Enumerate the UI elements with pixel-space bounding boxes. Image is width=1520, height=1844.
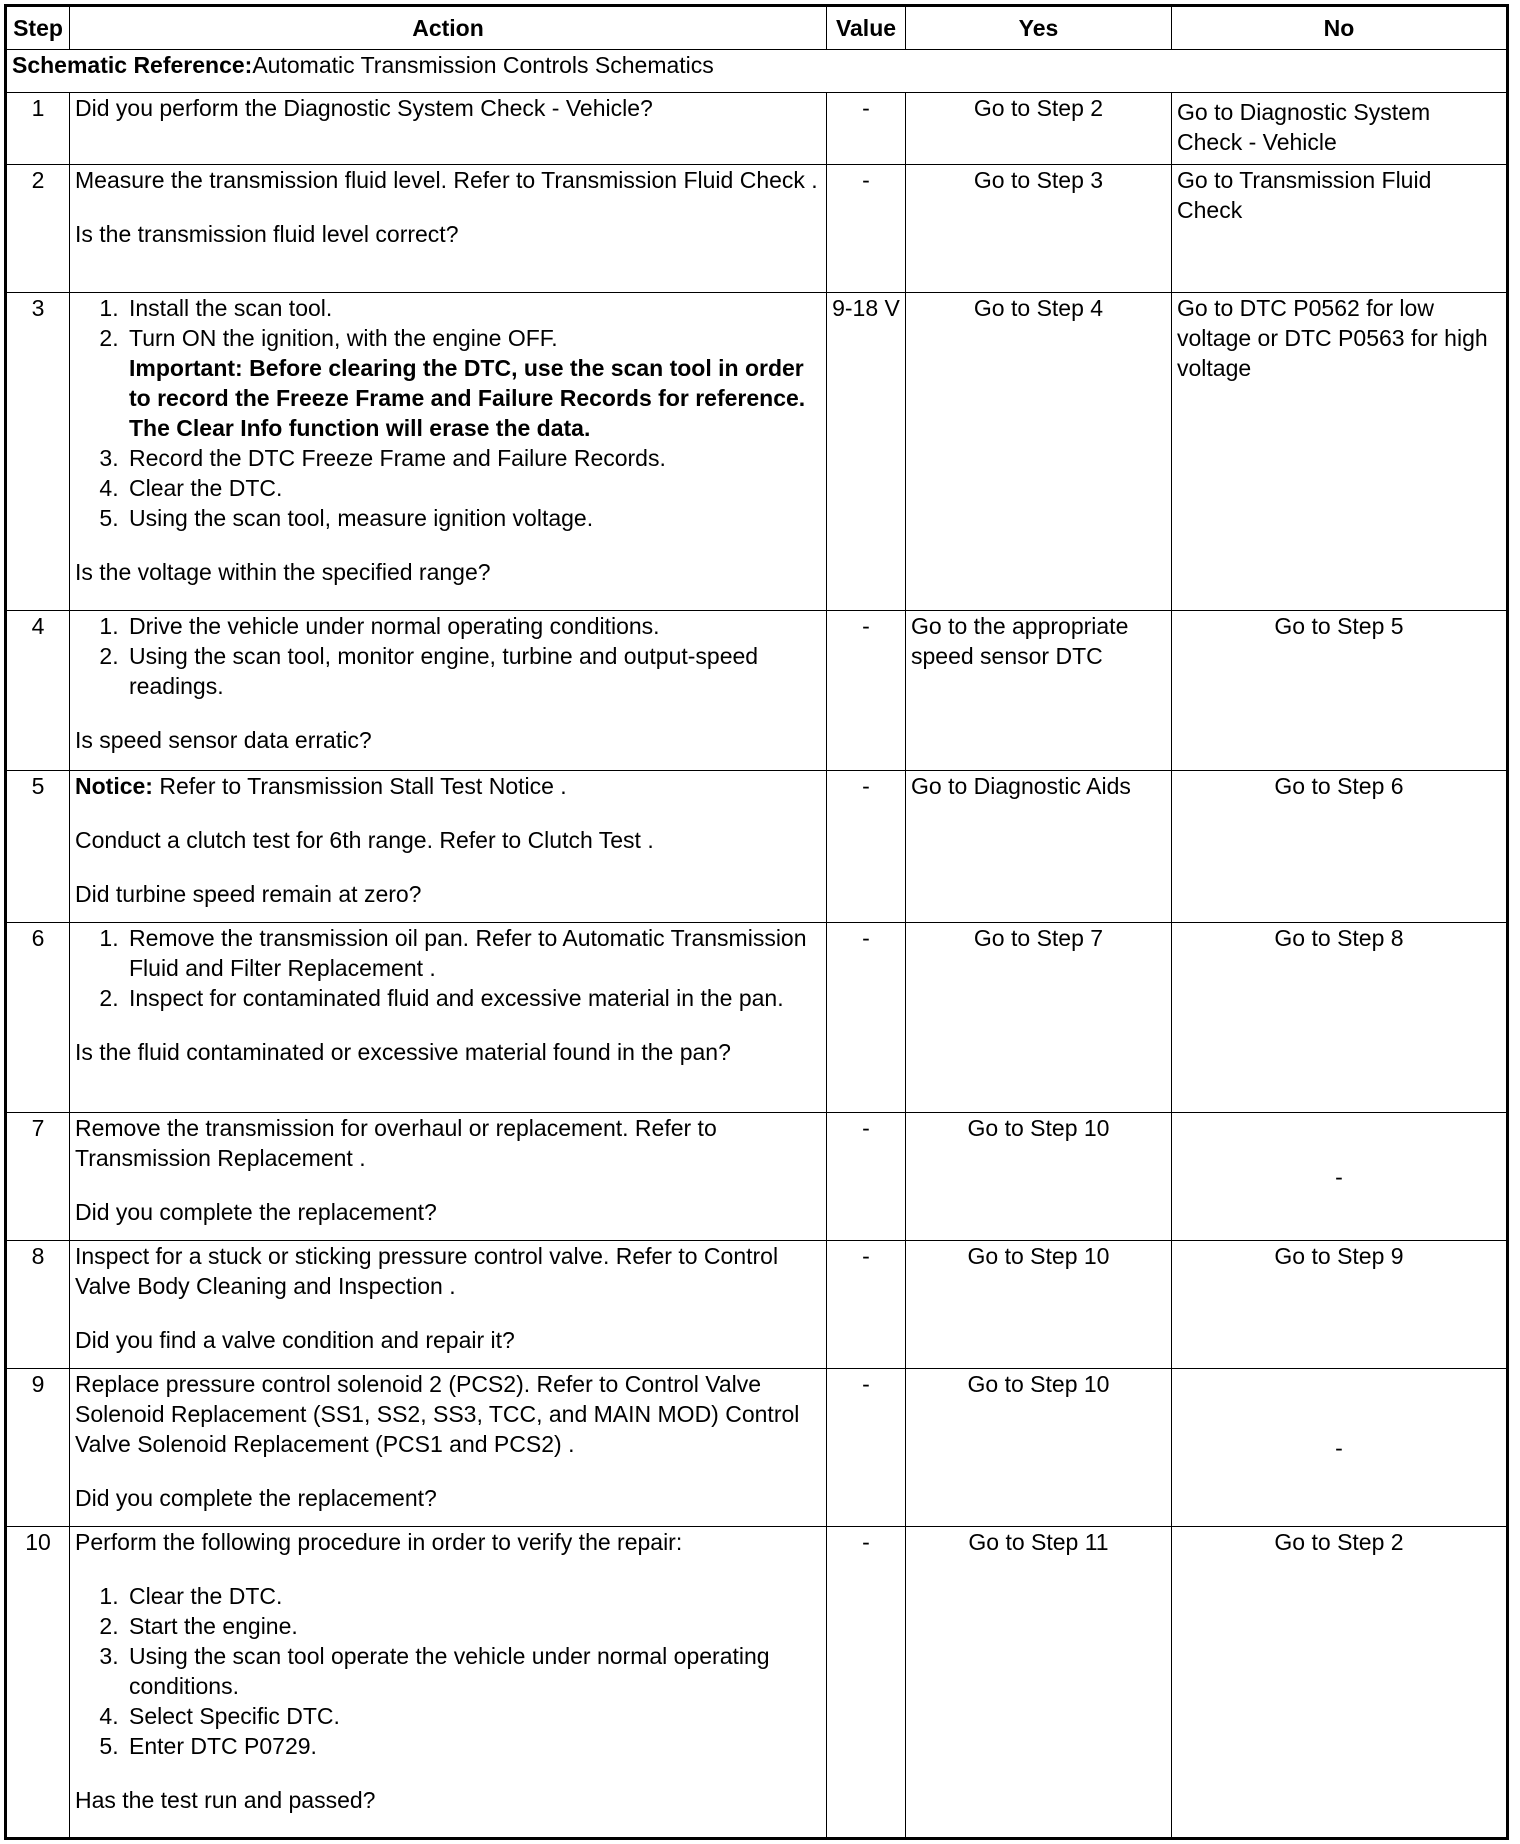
- list-item: 2. Turn ON the ignition, with the engine OFF. Important: Before clearing the DTC, use the scan tool in order to record the Freeze Frame and Failure Records for reference. The Clear Info function will erase the data.: [125, 323, 821, 443]
- table-row: [6, 293, 1508, 611]
- action-cell: [70, 1241, 827, 1369]
- action-list: [75, 293, 821, 533]
- action-question: Is the fluid contaminated or excessive material found in the pan?: [75, 1039, 731, 1065]
- value-cell: -: [827, 771, 906, 923]
- action-text: Perform the following procedure in order to verify the repair:: [75, 1529, 683, 1555]
- action-cell: [70, 165, 827, 293]
- action-question: Did you complete the replacement?: [75, 1485, 437, 1511]
- no-cell[interactable]: Go to Step 5: [1172, 611, 1508, 771]
- list-item: 1. Remove the transmission oil pan. Refer to Automatic Transmission Fluid and Filter Replacement .: [125, 923, 821, 983]
- list-item: 5. Enter DTC P0729.: [125, 1731, 821, 1761]
- list-item: 1. Install the scan tool.: [125, 293, 821, 323]
- value-cell: -: [827, 923, 906, 1113]
- action-cell: [70, 293, 827, 611]
- no-cell[interactable]: Go to Step 6: [1172, 771, 1508, 923]
- action-list: [75, 1581, 821, 1761]
- step-number: 9: [6, 1369, 70, 1527]
- yes-cell[interactable]: Go to Step 4: [906, 293, 1172, 611]
- important-note: Important: Before clearing the DTC, use the scan tool in order to record the Freeze Frame and Failure Records for reference. The Clear Info function will erase the data.: [129, 355, 806, 441]
- action-cell: [70, 923, 827, 1113]
- schematic-link[interactable]: Automatic Transmission Controls Schematics: [252, 52, 714, 78]
- action-text: Replace pressure control solenoid 2 (PCS2). Refer to Control Valve Solenoid Replacement (SS1, SS2, SS3, TCC, and MAIN MOD) Control Valve Solenoid Replacement (PCS1 and PCS2) .: [75, 1371, 800, 1457]
- yes-cell[interactable]: Go to Step 10: [906, 1241, 1172, 1369]
- table-row: [6, 1369, 1508, 1527]
- action-question: Did turbine speed remain at zero?: [75, 881, 422, 907]
- list-item: 5. Using the scan tool, measure ignition voltage.: [125, 503, 821, 533]
- action-cell: Did you perform the Diagnostic System Check - Vehicle?: [70, 93, 827, 165]
- step-number: 1: [6, 93, 70, 165]
- no-cell[interactable]: Go to DTC P0562 for low voltage or DTC P0563 for high voltage: [1172, 293, 1508, 611]
- notice-text: Refer to Transmission Stall Test Notice .: [152, 773, 567, 799]
- diagnostic-table-container: [4, 4, 1506, 1840]
- step-number: 8: [6, 1241, 70, 1369]
- yes-cell[interactable]: Go to Step 10: [906, 1113, 1172, 1241]
- schematic-reference-row: [6, 50, 1508, 93]
- value-cell: -: [827, 1241, 906, 1369]
- action-cell: [70, 771, 827, 923]
- no-cell[interactable]: Go to Step 9: [1172, 1241, 1508, 1369]
- schematic-reference: [6, 50, 1508, 93]
- action-text: Measure the transmission fluid level. Refer to Transmission Fluid Check .: [75, 167, 818, 193]
- list-item: 2. Inspect for contaminated fluid and excessive material in the pan.: [125, 983, 821, 1013]
- action-text: Conduct a clutch test for 6th range. Refer to Clutch Test .: [75, 827, 654, 853]
- yes-cell[interactable]: Go to the appropriate speed sensor DTC: [906, 611, 1172, 771]
- action-list: [75, 923, 821, 1013]
- value-cell: -: [827, 611, 906, 771]
- action-cell: [70, 611, 827, 771]
- table-row: [6, 611, 1508, 771]
- header-step: Step: [6, 6, 70, 50]
- list-item: 2. Start the engine.: [125, 1611, 821, 1641]
- list-item: 1. Drive the vehicle under normal operating conditions.: [125, 611, 821, 641]
- step-number: 7: [6, 1113, 70, 1241]
- action-question: Did you find a valve condition and repair it?: [75, 1327, 515, 1353]
- yes-cell[interactable]: Go to Diagnostic Aids: [906, 771, 1172, 923]
- table-row: [6, 923, 1508, 1113]
- yes-cell[interactable]: Go to Step 11: [906, 1527, 1172, 1839]
- value-cell: -: [827, 1369, 906, 1527]
- table-row: [6, 1113, 1508, 1241]
- step-number: 3: [6, 293, 70, 611]
- action-question: Has the test run and passed?: [75, 1787, 376, 1813]
- action-text: Remove the transmission for overhaul or replacement. Refer to Transmission Replacement .: [75, 1115, 717, 1171]
- table-row: [6, 1527, 1508, 1839]
- list-item: 3. Record the DTC Freeze Frame and Failure Records.: [125, 443, 821, 473]
- step-number: 5: [6, 771, 70, 923]
- action-list: [75, 611, 821, 701]
- no-cell[interactable]: Go to Diagnostic System Check - Vehicle: [1172, 93, 1508, 165]
- value-cell: -: [827, 165, 906, 293]
- action-text: Inspect for a stuck or sticking pressure control valve. Refer to Control Valve Body Cleaning and Inspection .: [75, 1243, 779, 1299]
- action-question: Is the voltage within the specified range?: [75, 559, 491, 585]
- yes-cell[interactable]: Go to Step 3: [906, 165, 1172, 293]
- header-row: [6, 6, 1508, 50]
- list-item: 4. Select Specific DTC.: [125, 1701, 821, 1731]
- action-question: Did you complete the replacement?: [75, 1199, 437, 1225]
- value-cell: -: [827, 1113, 906, 1241]
- value-cell: 9-18 V: [827, 293, 906, 611]
- value-cell: -: [827, 93, 906, 165]
- step-number: 2: [6, 165, 70, 293]
- list-item: 1. Clear the DTC.: [125, 1581, 821, 1611]
- yes-cell[interactable]: Go to Step 2: [906, 93, 1172, 165]
- list-item: 4. Clear the DTC.: [125, 473, 821, 503]
- no-cell: -: [1172, 1113, 1508, 1241]
- header-yes: Yes: [906, 6, 1172, 50]
- action-question: Is speed sensor data erratic?: [75, 727, 372, 753]
- yes-cell[interactable]: Go to Step 10: [906, 1369, 1172, 1527]
- list-item: 3. Using the scan tool operate the vehicle under normal operating conditions.: [125, 1641, 821, 1701]
- header-value: Value: [827, 6, 906, 50]
- diagnostic-table: [4, 4, 1509, 1840]
- no-cell: -: [1172, 1369, 1508, 1527]
- action-question: Is the transmission fluid level correct?: [75, 221, 459, 247]
- list-item: 2. Using the scan tool, monitor engine, turbine and output-speed readings.: [125, 641, 821, 701]
- schematic-label: Schematic Reference:: [12, 52, 253, 78]
- action-cell: [70, 1369, 827, 1527]
- no-cell[interactable]: Go to Transmission Fluid Check: [1172, 165, 1508, 293]
- step-number: 6: [6, 923, 70, 1113]
- yes-cell[interactable]: Go to Step 7: [906, 923, 1172, 1113]
- header-no: No: [1172, 6, 1508, 50]
- no-cell[interactable]: Go to Step 8: [1172, 923, 1508, 1113]
- action-cell: [70, 1113, 827, 1241]
- header-action: Action: [70, 6, 827, 50]
- value-cell: -: [827, 1527, 906, 1839]
- step-number: 4: [6, 611, 70, 771]
- table-row: [6, 165, 1508, 293]
- notice-label: Notice:: [75, 773, 153, 799]
- table-row: [6, 771, 1508, 923]
- table-row: [6, 1241, 1508, 1369]
- table-row: [6, 93, 1508, 165]
- no-cell[interactable]: Go to Step 2: [1172, 1527, 1508, 1839]
- step-number: 10: [6, 1527, 70, 1839]
- notice: [75, 771, 821, 801]
- action-cell: [70, 1527, 827, 1839]
